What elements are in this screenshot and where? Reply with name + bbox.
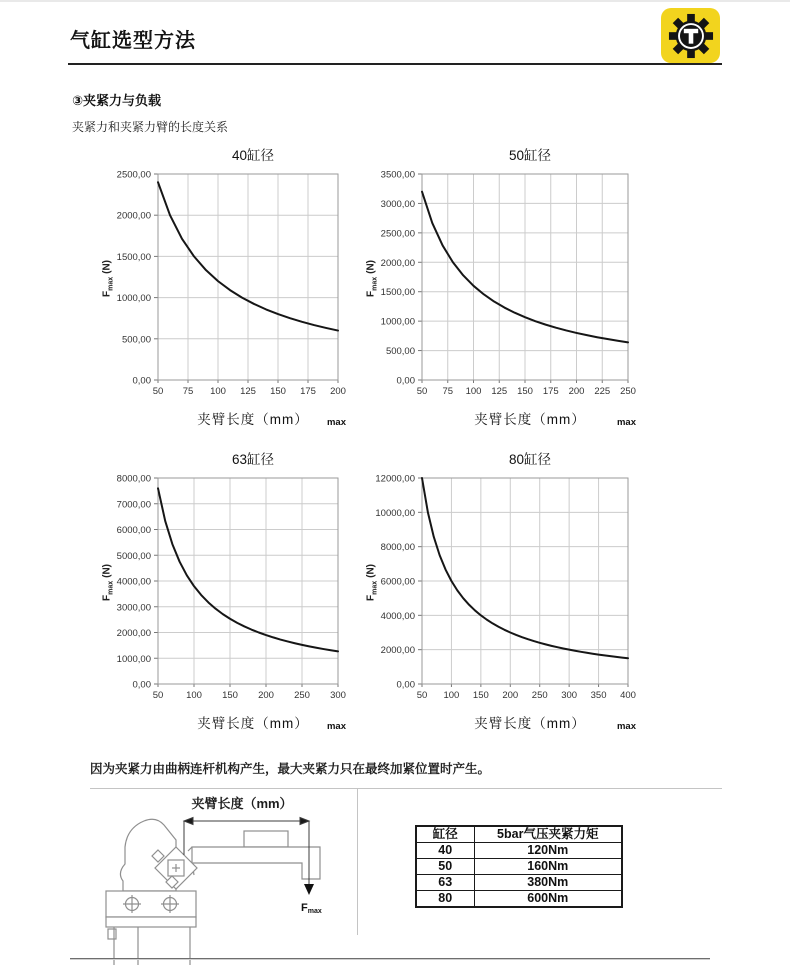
clamp-drawing (106, 819, 320, 965)
y-axis-label: $F_{max}(N)$ (101, 564, 115, 602)
x-tick-label: 150 (517, 386, 533, 397)
plot-area (360, 166, 638, 406)
fmax-arrow (304, 884, 314, 895)
y-tick-label: 0,00 (396, 375, 415, 387)
x-tick-label: 200 (330, 386, 346, 397)
header-divider (68, 63, 722, 65)
y-axis-label: $F_{max}(N)$ (365, 564, 379, 602)
torque-table (415, 825, 623, 908)
table-cell: 80 (416, 891, 474, 908)
x-axis-max-note: max (616, 417, 636, 428)
table-row (416, 875, 622, 891)
chart-title: 80缸径 (508, 452, 552, 467)
gear-icon (668, 13, 714, 59)
table-cell: 120Nm (474, 843, 622, 859)
table-cell: 63 (416, 875, 474, 891)
x-tick-label: 200 (568, 386, 585, 397)
y-tick-label: 8000,00 (380, 542, 415, 554)
y-tick-label: 0,00 (396, 679, 415, 691)
x-tick-label: 125 (240, 386, 256, 397)
plot-area (96, 166, 348, 406)
table-cell: 50 (416, 859, 474, 875)
force-curve (158, 488, 338, 651)
x-axis-label: 夹臂长度（mm） (474, 412, 586, 427)
y-tick-label: 2500,00 (116, 169, 151, 181)
x-tick-label: 150 (270, 386, 286, 397)
y-tick-label: 3000,00 (116, 602, 151, 614)
y-tick-label: 2000,00 (380, 257, 415, 269)
y-tick-label: 7000,00 (116, 499, 151, 511)
x-tick-label: 100 (443, 690, 460, 701)
x-tick-label: 350 (590, 690, 607, 701)
y-tick-label: 10000,00 (375, 507, 415, 519)
table-row (416, 843, 622, 859)
x-tick-label: 300 (330, 690, 346, 701)
y-tick-label: 1000,00 (116, 293, 151, 305)
table-header-cell: 缸径 (416, 826, 474, 843)
x-tick-label: 100 (210, 386, 226, 397)
y-tick-label: 0,00 (132, 679, 151, 691)
brand-gear-logo (661, 8, 720, 63)
x-tick-label: 250 (294, 690, 310, 701)
clamp-arm-diagram (92, 793, 357, 965)
y-tick-label: 3500,00 (380, 169, 415, 181)
table-cell: 380Nm (474, 875, 622, 891)
chart-cylinder-63 (96, 448, 348, 733)
x-axis-label: 夹臂长度（mm） (474, 716, 586, 731)
y-tick-label: 1500,00 (116, 251, 151, 263)
y-tick-label: 8000,00 (116, 473, 151, 485)
bottom-panel (90, 788, 722, 934)
table-header-row (416, 826, 622, 843)
x-tick-label: 200 (502, 690, 519, 701)
chart-cylinder-40 (96, 144, 348, 429)
x-tick-label: 175 (542, 386, 559, 397)
x-tick-label: 50 (416, 386, 428, 397)
section-subtitle: 夹紧力和夹紧力臂的长度关系 (72, 120, 229, 134)
chart-cylinder-80 (360, 448, 638, 733)
x-tick-label: 250 (620, 386, 636, 397)
y-tick-label: 12000,00 (375, 473, 415, 485)
plot-area (360, 470, 638, 710)
x-tick-label: 225 (594, 386, 611, 397)
x-tick-label: 150 (222, 690, 238, 701)
y-tick-label: 0,00 (132, 375, 151, 387)
chart-title: 50缸径 (508, 148, 552, 163)
x-tick-label: 75 (442, 386, 454, 397)
y-tick-label: 2000,00 (380, 645, 415, 657)
table-row (416, 859, 622, 875)
fmax-label: Fmax (301, 902, 322, 915)
y-axis-label: $F_{max}(N)$ (101, 260, 115, 298)
x-tick-label: 200 (258, 690, 274, 701)
x-tick-label: 175 (300, 386, 316, 397)
x-tick-label: 100 (465, 386, 482, 397)
y-tick-label: 500,00 (121, 334, 151, 346)
x-tick-label: 100 (186, 690, 202, 701)
y-tick-label: 4000,00 (116, 576, 151, 588)
table-cell: 40 (416, 843, 474, 859)
panel-divider (357, 789, 358, 935)
force-curve (422, 478, 628, 658)
x-axis-max-note: max (616, 721, 636, 732)
chart-cylinder-50 (360, 144, 638, 429)
y-tick-label: 5000,00 (116, 550, 151, 562)
table-cell: 600Nm (474, 891, 622, 908)
x-tick-label: 50 (152, 690, 164, 701)
y-tick-label: 2500,00 (380, 228, 415, 240)
page-title: 气缸选型方法 (70, 30, 196, 52)
x-tick-label: 75 (182, 386, 194, 397)
y-tick-label: 6000,00 (116, 525, 151, 536)
dimension-label: 夹臂长度（mm） (191, 796, 293, 811)
table-cell: 160Nm (474, 859, 622, 875)
chart-title: 40缸径 (231, 148, 275, 163)
x-tick-label: 125 (491, 386, 508, 397)
x-axis-label: 夹臂长度（mm） (197, 412, 309, 427)
y-tick-label: 2000,00 (116, 628, 151, 639)
y-tick-label: 4000,00 (380, 610, 415, 622)
plot-area (96, 470, 348, 710)
table-row (416, 891, 622, 908)
x-axis-label: 夹臂长度（mm） (197, 716, 309, 731)
y-tick-label: 1000,00 (116, 653, 151, 665)
x-axis-max-note: max (326, 721, 346, 732)
x-tick-label: 150 (472, 690, 489, 701)
x-tick-label: 400 (620, 690, 636, 701)
y-tick-label: 3000,00 (380, 198, 415, 210)
section-heading: ③夹紧力与负载 (72, 93, 162, 108)
y-tick-label: 6000,00 (380, 576, 415, 588)
x-tick-label: 300 (561, 690, 578, 701)
y-axis-label: $F_{max}(N)$ (365, 260, 379, 298)
x-axis-max-note: max (326, 417, 346, 428)
y-tick-label: 2000,00 (116, 210, 151, 222)
x-tick-label: 250 (531, 690, 548, 701)
y-tick-label: 1500,00 (380, 287, 415, 299)
table-header-cell: 5bar气压夹紧力矩 (474, 826, 622, 843)
x-tick-label: 50 (152, 386, 164, 397)
x-tick-label: 50 (416, 690, 428, 701)
chart-title: 63缸径 (231, 452, 275, 467)
note-text: 因为夹紧力由曲柄连杆机构产生，最大夹紧力只在最终加紧位置时产生。 (90, 762, 491, 776)
page-bottom-divider (70, 958, 710, 960)
y-tick-label: 1000,00 (380, 316, 415, 328)
y-tick-label: 500,00 (385, 346, 415, 358)
